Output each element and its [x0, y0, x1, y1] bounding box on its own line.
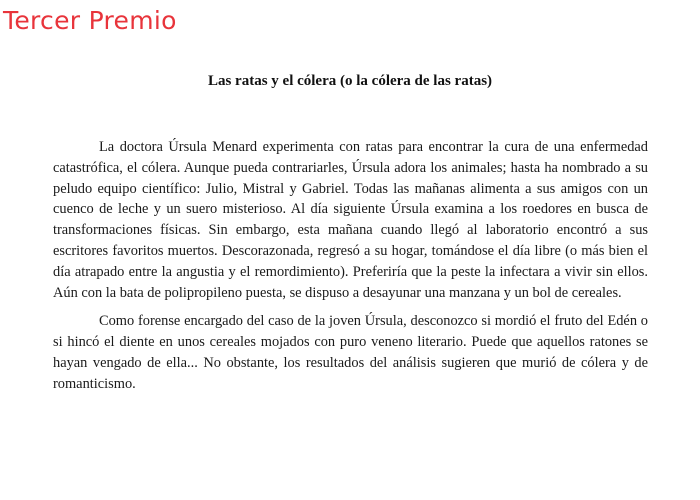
story-title: Las ratas y el cólera (o la cólera de las ratas)	[207, 73, 493, 89]
prize-title: Tercer Premio	[3, 6, 177, 35]
story-body	[53, 137, 648, 403]
story-paragraph: Como forense encargado del caso de la joven Úrsula, desconozco si mordió el fruto del Edén o si hincó el diente en unos cereales mojados con puro veneno literario. Puede que aquellos ratones se hayan vengado de ella... No obstante, los resultados del análisis sugieren que murió de cólera y de romanticismo.	[53, 313, 648, 392]
story-paragraph: La doctora Úrsula Menard experimenta con ratas para encontrar la cura de una enfermedad catastrófica, el cólera. Aunque pueda contrariarles, Úrsula adora los animales; hasta ha nombrado a su peludo equipo científico: Julio, Mistral y Gabriel. Todas las mañanas alimenta a sus amigos con un cuenco de leche y un suero misterioso. Al día siguiente Úrsula examina a los roedores en busca de transformaciones físicas. Sin embargo, esta mañana cuando llegó al laboratorio encontró a sus escritores favoritos muertos. Descorazonada, regresó a su hogar, tomándose el día libre (o más bien el día atrapado entre la angustia y el remordimiento). Preferiría que la peste la infectara a vivir sin ellos. Aún con la bata de polipropileno puesta, se dispuso a desayunar una manzana y un bol de cereales.	[53, 139, 648, 301]
